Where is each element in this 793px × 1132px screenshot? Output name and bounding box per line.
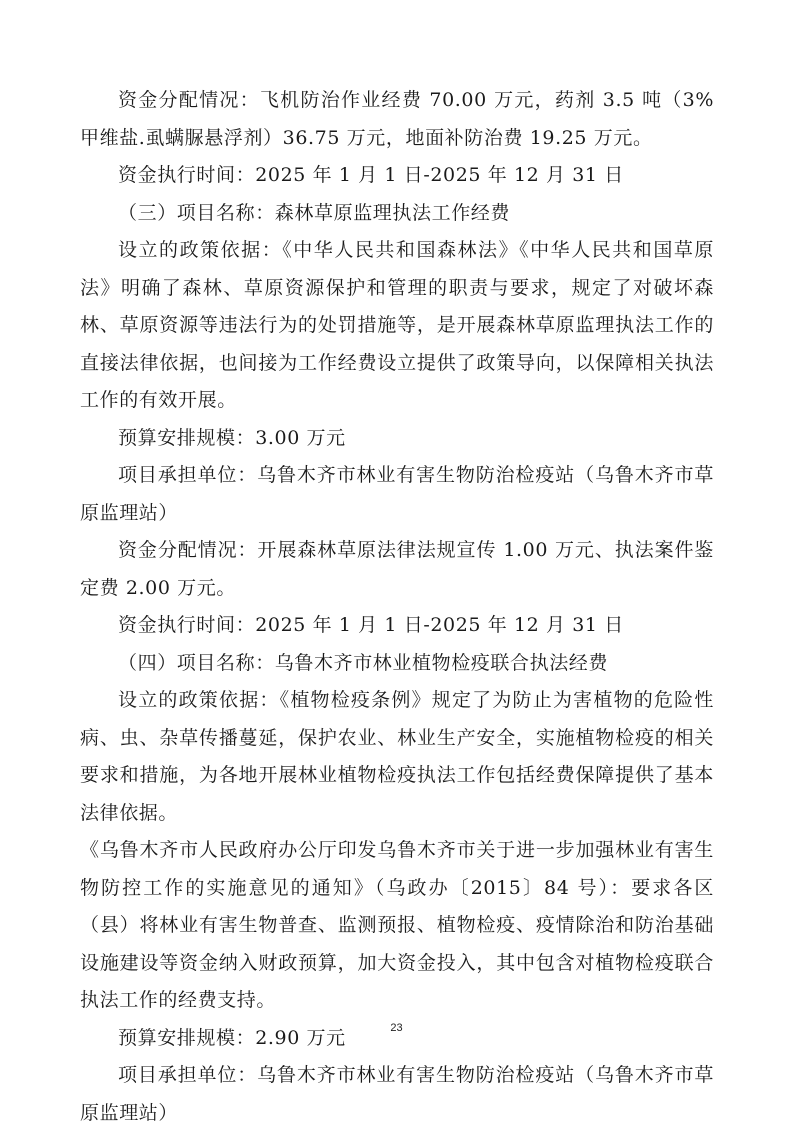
paragraph-fund-allocation-1: 资金分配情况：飞机防治作业经费 70.00 万元，药剂 3.5 吨（3%甲维盐.虱螨脲悬浮剂）36.75 万元，地面补防治费 19.25 万元。 <box>80 89 714 149</box>
paragraph-budget-scale-4: 预算安排规模：2.90 万元 <box>118 1026 346 1049</box>
paragraph-responsible-unit-4: 项目承担单位：乌鲁木齐市林业有害生物防治检疫站（乌鲁木齐市草原监理站） <box>80 1064 714 1124</box>
heading-project-4: （四）项目名称：乌鲁木齐市林业植物检疫联合执法经费 <box>118 651 609 674</box>
page-number: 23 <box>390 1022 403 1034</box>
paragraph-policy-basis-4: 设立的政策依据：《植物检疫条例》规定了为防止为害植物的危险性病、虫、杂草传播蔓延，保护农业、林业生产安全，实施植物检疫的相关要求和措施，为各地开展林业植物检疫执法工作包括经费保障提供了基本法律依据。 <box>80 689 714 824</box>
paragraph-execution-time-1: 资金执行时间：2025 年 1 月 1 日-2025 年 12 月 31 日 <box>118 164 624 186</box>
paragraph-budget-scale-3: 预算安排规模：3.00 万元 <box>118 426 346 449</box>
heading-project-3: （三）项目名称：森林草原监理执法工作经费 <box>118 201 511 224</box>
paragraph-policy-basis-3: 设立的政策依据：《中华人民共和国森林法》《中华人民共和国草原法》明确了森林、草原资源保护和管理的职责与要求，规定了对破坏森林、草原资源等违法行为的处罚措施等，是开展森林草原监理执法工作的直接法律依据，也间接为工作经费设立提供了政策导向，以保障相关执法工作的有效开展。 <box>80 239 714 411</box>
document-body <box>80 82 714 1132</box>
paragraph-fund-allocation-3: 资金分配情况：开展森林草原法律法规宣传 1.00 万元、执法案件鉴定费 2.00 万元。 <box>80 539 714 599</box>
paragraph-execution-time-3: 资金执行时间：2025 年 1 月 1 日-2025 年 12 月 31 日 <box>118 614 624 636</box>
paragraph-policy-notice-4: 《乌鲁木齐市人民政府办公厅印发乌鲁木齐市关于进一步加强林业有害生物防控工作的实施意见的通知》（乌政办〔2015〕84 号）：要求各区（县）将林业有害生物普查、监测预报、植物检疫、疫情除治和防治基础设施建设等资金纳入财政预算，加大资金投入，其中包含对植物检疫联合执法工作的经费支持。 <box>80 839 714 1011</box>
paragraph-responsible-unit-3: 项目承担单位：乌鲁木齐市林业有害生物防治检疫站（乌鲁木齐市草原监理站） <box>80 464 714 524</box>
